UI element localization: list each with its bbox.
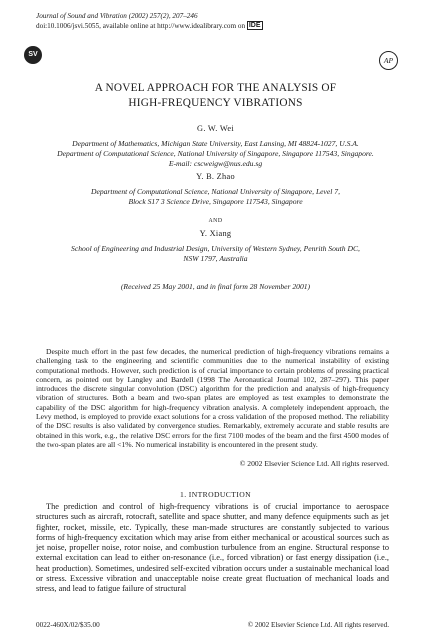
author-1-affiliation-2: Department of Computational Science, National University of Singapore, Singapore 117543, Singapore. (57, 149, 374, 158)
abstract: Despite much effort in the past few decades, the numerical prediction of high-frequency vibrations remains a challenging task to the engineering and scientific communities due to the numerical instability of existing computational methods. However, such prediction is of crucial importance to certain problems of pressing practical concern, as pointed out by Langley and Bardell (1998 The Aeronautical Journal 102, 287–297). This paper introduces the discrete singular convolution (DSC) algorithm for the prediction and analysis of high-frequency vibration of structures. Both a beam and two-span plates are employed as test examples to demonstrate the capability of the DSC algorithm for high-frequency vibration analysis. A completely independent approach, the Levy method, is employed to provide exact solutions for a cross validation of the proposed method. The reliability of the DSC results is also validated by convergence studies. Remarkably, extremely accurate and stable results are obtained in this work, e.g., the relative DSC errors for the first 7100 modes of the beam and the first 4500 modes of the two-span plates are all <1%. No numerical instability is encountered in the present study. (36, 347, 389, 449)
and-separator: AND (208, 218, 223, 224)
journal-citation: Journal of Sound and Vibration (2002) 257(2), 207–246 (36, 12, 198, 20)
author-3-affiliation-1: School of Engineering and Industrial Design, University of Western Sydney, Penrith South DC, (71, 244, 360, 253)
footer-issn: 0022-460X/02/$35.00 (36, 621, 100, 629)
ideal-logo: IDE (248, 22, 261, 29)
publisher-logo: SV (24, 46, 42, 64)
abstract-copyright: © 2002 Elsevier Science Ltd. All rights reserved. (239, 459, 389, 468)
author-1-affiliation-1: Department of Mathematics, Michigan State University, East Lansing, MI 48824-1027, U.S.A. (72, 139, 359, 148)
paper-title (20, 81, 411, 111)
author-3-affiliation-2: NSW 1797, Australia (183, 254, 248, 263)
title-line-1: A NOVEL APPROACH FOR THE ANALYSIS OF (94, 82, 337, 94)
author-2: Y. B. Zhao (196, 172, 235, 181)
title-line-2: HIGH-FREQUENCY VIBRATIONS (128, 97, 303, 109)
author-2-affiliation-2: Block S17 3 Science Drive, Singapore 117543, Singapore (128, 197, 303, 206)
received-dates: (Received 25 May 2001, and in final form 28 November 2001) (120, 282, 311, 291)
doi-line (36, 21, 376, 31)
section-heading: 1. INTRODUCTION (180, 490, 251, 499)
page-footer (36, 621, 389, 629)
running-header (36, 12, 376, 31)
author-1-email: E-mail: cscweigw@nus.edu.sg (168, 159, 263, 168)
doi-text: doi:10.1006/jsvi.5055, available online at http://www.idealibrary.com on (36, 22, 246, 30)
author-1: G. W. Wei (197, 124, 234, 133)
ap-logo: AP (379, 51, 398, 70)
author-2-affiliation-1: Department of Computational Science, National University of Singapore, Level 7, (90, 187, 340, 196)
footer-copyright: © 2002 Elsevier Science Ltd. All rights reserved. (247, 621, 389, 629)
author-3: Y. Xiang (199, 229, 232, 238)
introduction-paragraph: The prediction and control of high-frequency vibrations is of crucial importance to aerospace structures such as aircraft, rotocraft, satellite and space shutter, and many defence equipments such as jet fighter, rocket, missile, etc. Typically, these man-made structures are constantly subjected to various forms of high-frequency excitation which may arise from either mechanical or acoustical sources such as jet noise, propeller noise, rotor noise, and combustion turbulence from an engine. Structural response to external excitation can lead to either on-resonance (i.e., forced vibration) or fast energy dissipation (i.e., heat production). Sometimes, undesired self-excited vibration occurs under a sustainable mechanical load or stress. Excessive vibration and unacceptable noise create great fluctuation of mechanical loads and stress, and lead to fatigue failure of structural (36, 502, 389, 594)
